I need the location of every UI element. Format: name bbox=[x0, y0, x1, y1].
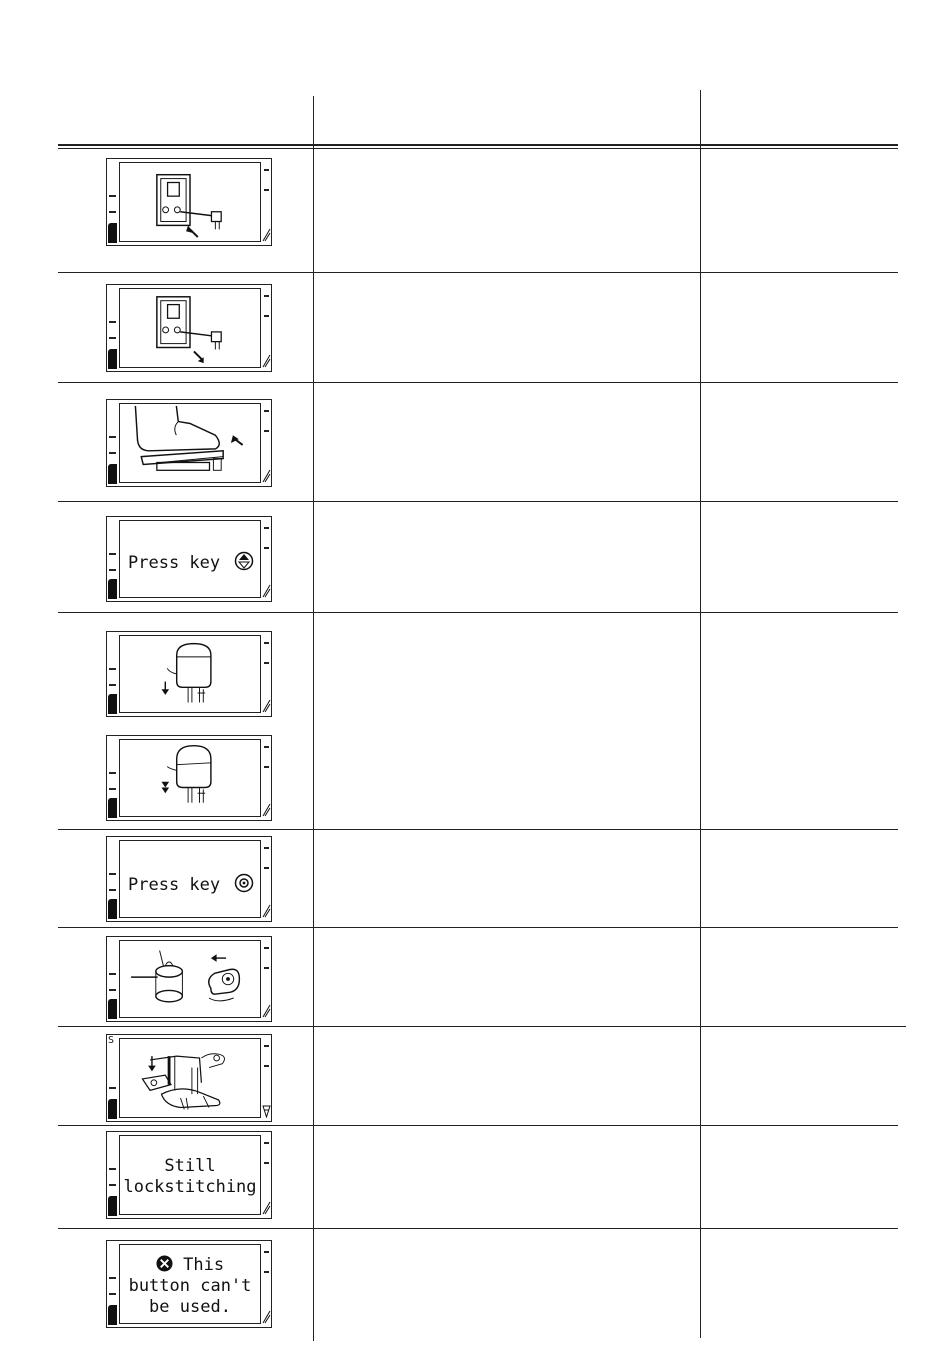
outlet-plug-insert-icon bbox=[120, 163, 260, 241]
lcd-screen-plug-in bbox=[106, 158, 272, 246]
lcd-screen-button-cant-be-used bbox=[106, 1240, 272, 1328]
bobbin-winder-key-icon bbox=[234, 873, 254, 893]
lcd-screen-presser-foot-up bbox=[106, 631, 272, 717]
foot-pedal-icon bbox=[120, 404, 260, 482]
lcd-message-line: Still bbox=[164, 1156, 216, 1176]
row-divider bbox=[58, 272, 898, 273]
presser-foot-lever-icon bbox=[120, 636, 260, 712]
needle-position-key-icon bbox=[234, 551, 254, 571]
mode-s-indicator: S bbox=[108, 1035, 115, 1046]
lcd-message-line: button can't bbox=[128, 1276, 252, 1296]
column-divider-2 bbox=[700, 90, 701, 1338]
lcd-screen-buttonhole bbox=[106, 1034, 272, 1122]
lcd-message: Press key bbox=[128, 553, 221, 573]
buttonhole-lever-icon bbox=[120, 1039, 260, 1117]
column-divider-1 bbox=[313, 96, 314, 1341]
lcd-screen-presser-foot-down bbox=[106, 735, 272, 821]
lcd-message: Press key bbox=[128, 875, 221, 895]
header-rule-bottom bbox=[58, 148, 898, 149]
row-divider bbox=[58, 501, 898, 502]
lcd-message-line: lockstitching bbox=[123, 1177, 257, 1197]
row-divider bbox=[58, 612, 898, 613]
row-divider bbox=[58, 382, 898, 383]
row-divider bbox=[58, 829, 898, 830]
lcd-screen-press-key-bobbin bbox=[106, 836, 272, 922]
no-use-icon bbox=[156, 1255, 173, 1272]
lcd-message-line: This bbox=[183, 1255, 225, 1275]
lcd-screen-still-lockstitching bbox=[106, 1131, 272, 1219]
row-divider bbox=[58, 1228, 898, 1229]
lcd-screen-press-key-needle bbox=[106, 516, 272, 602]
header-rule-top bbox=[58, 144, 898, 146]
row-divider bbox=[58, 927, 898, 928]
bobbin-spool-icon bbox=[120, 941, 260, 1017]
lcd-screen-bobbin bbox=[106, 936, 272, 1022]
presser-foot-lever-icon bbox=[120, 740, 260, 816]
lcd-message-line: be used. bbox=[149, 1297, 231, 1317]
row-divider bbox=[58, 1125, 898, 1126]
outlet-plug-remove-icon bbox=[120, 289, 260, 367]
lcd-screen-pedal bbox=[106, 399, 272, 487]
lcd-screen-unplug bbox=[106, 284, 272, 372]
row-divider bbox=[58, 1026, 906, 1027]
